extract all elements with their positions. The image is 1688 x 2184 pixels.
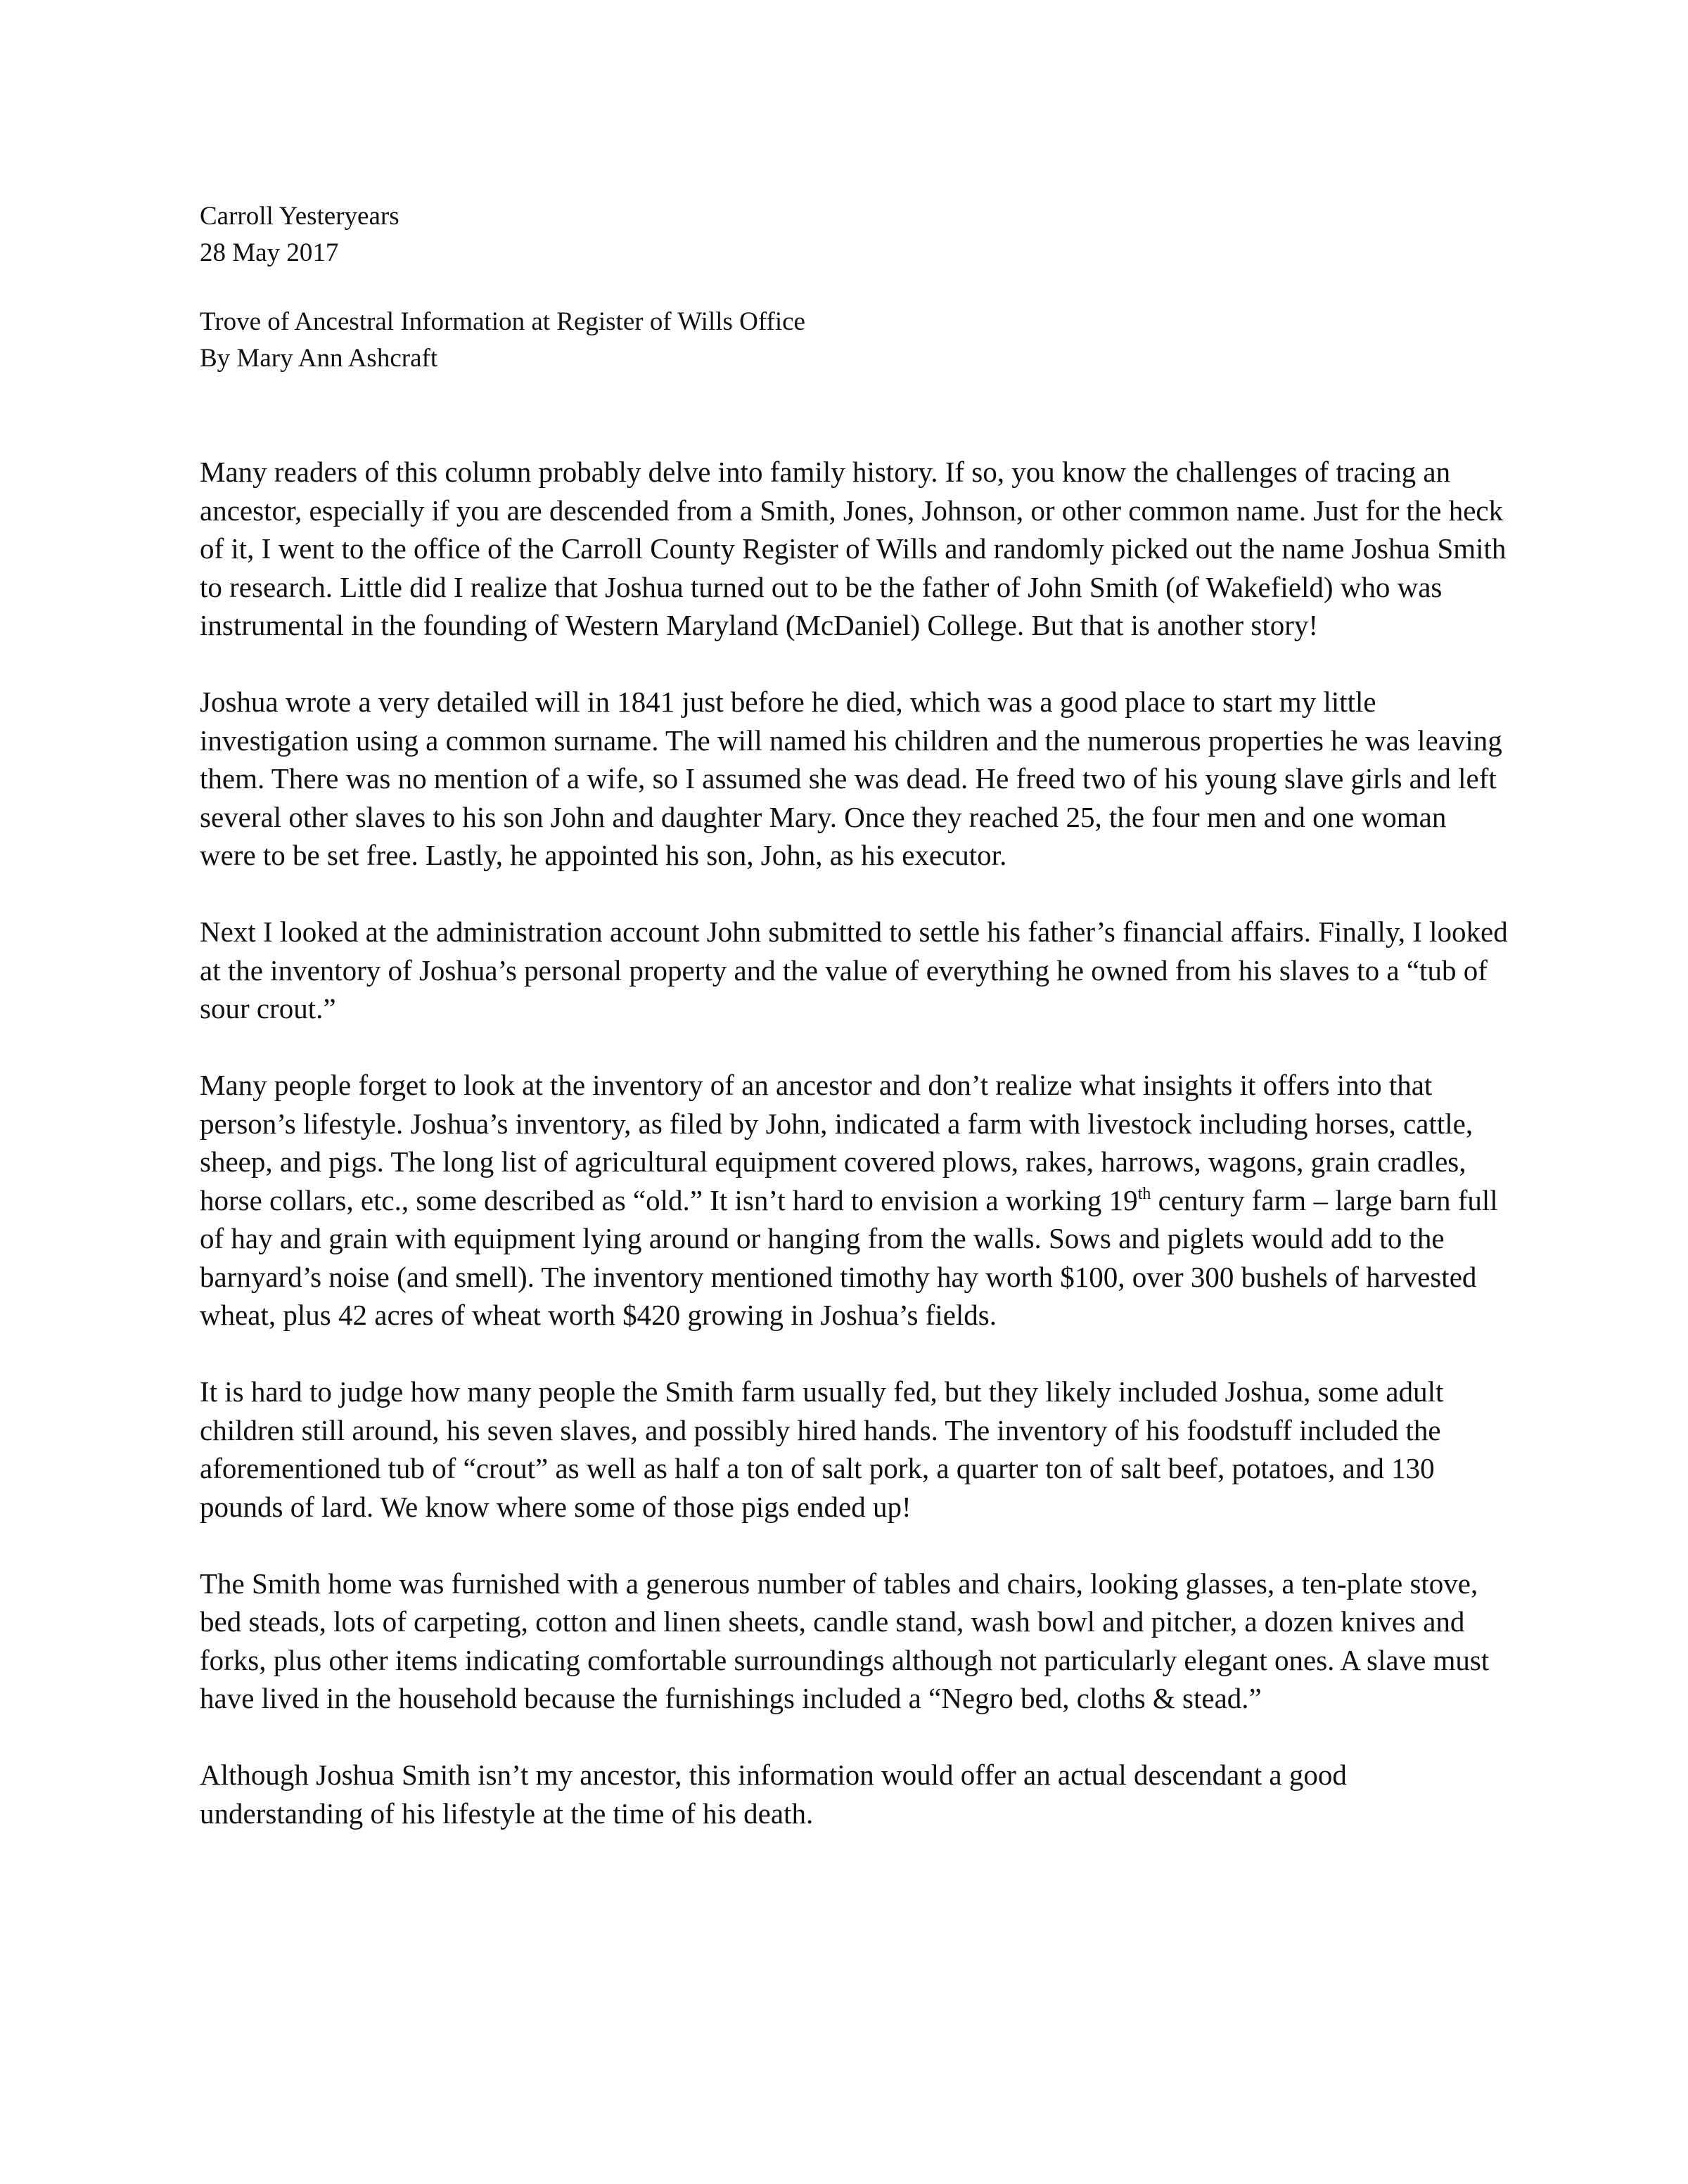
paragraph-5: It is hard to judge how many people the Smith farm usually fed, but they likely included Joshua, some adult children still around, his seven slaves, and possibly hired hands. The inventory of his foodstuff included the aforementioned tub of “crout” as well as half a ton of salt pork, a quarter ton of salt beef, potatoes, and 130 pounds of lard. We know where some of those pigs ended up! [200,1375,1444,1523]
publication-date: 28 May 2017 [200,238,339,267]
byline: By Mary Ann Ashcraft [200,344,438,373]
paragraph-2: Joshua wrote a very detailed will in 1841 just before he died, which was a good place to start my little investigation using a common surname. The will named his children and the numerous properties he was leaving them. There was no mention of a wife, so I assumed she was dead. He freed two of his young slave girls and left several other slaves to his son John and daughter Mary. Once they reached 25, the four men and one woman were to be set free. Lastly, he appointed his son, John, as his executor. [200,686,1502,871]
article-title-block [200,304,1508,377]
paragraph-1: Many readers of this column probably delve into family history. If so, you know the challenges of tracing an ancestor, especially if you are descended from a Smith, Jones, Johnson, or other common name. Just for the heck of it, I went to the office of the Carroll County Register of Wills and randomly picked out the name Joshua Smith to research. Little did I realize that Joshua turned out to be the father of John Smith (of Wakefield) who was instrumental in the founding of Western Maryland (McDaniel) College. But that is another story! [200,456,1507,641]
document-page [200,198,1508,1871]
article-body [200,453,1508,1832]
paragraph-3: Next I looked at the administration account John submitted to settle his father’s financial affairs. Finally, I looked at the inventory of Joshua’s personal property and the value of everything he owned from his slaves to a “tub of sour crout.” [200,916,1508,1024]
paragraph-4-part-b: century farm – large barn full of hay and grain with equipment lying around or hanging from the walls. Sows and piglets would add to the barnyard’s noise (and smell). The inventory mentioned timothy hay worth $100, over 300 bushels of harvested wheat, plus 42 acres of wheat worth $420 growing in Joshua’s fields. [200,1183,1498,1331]
paragraph-4 [200,1066,1508,1335]
ordinal-suffix: th [1137,1184,1151,1203]
paragraph-6: The Smith home was furnished with a generous number of tables and chairs, looking glasses, a ten-plate stove, bed steads, lots of carpeting, cotton and linen sheets, candle stand, wash bowl and pitcher, a dozen knives and forks, plus other items indicating comfortable surroundings although not particularly elegant ones. A slave must have lived in the household because the furnishings included a “Negro bed, cloths & stead.” [200,1567,1490,1714]
paragraph-4-part-a: Many people forget to look at the inventory of an ancestor and don’t realize what insights it offers into that person’s lifestyle. Joshua’s inventory, as filed by John, indicated a farm with livestock including horses, cattle, sheep, and pigs. The long list of agricultural equipment covered plows, rakes, harrows, wagons, grain cradles, horse collars, etc., some described as “old.” It isn’t hard to envision a working 19 [200,1069,1473,1216]
column-header [200,198,1508,271]
paragraph-7: Although Joshua Smith isn’t my ancestor, this information would offer an actual descendant a good understanding of his lifestyle at the time of his death. [200,1759,1347,1830]
article-title: Trove of Ancestral Information at Register of Wills Office [200,307,805,336]
column-name: Carroll Yesteryears [200,202,399,231]
